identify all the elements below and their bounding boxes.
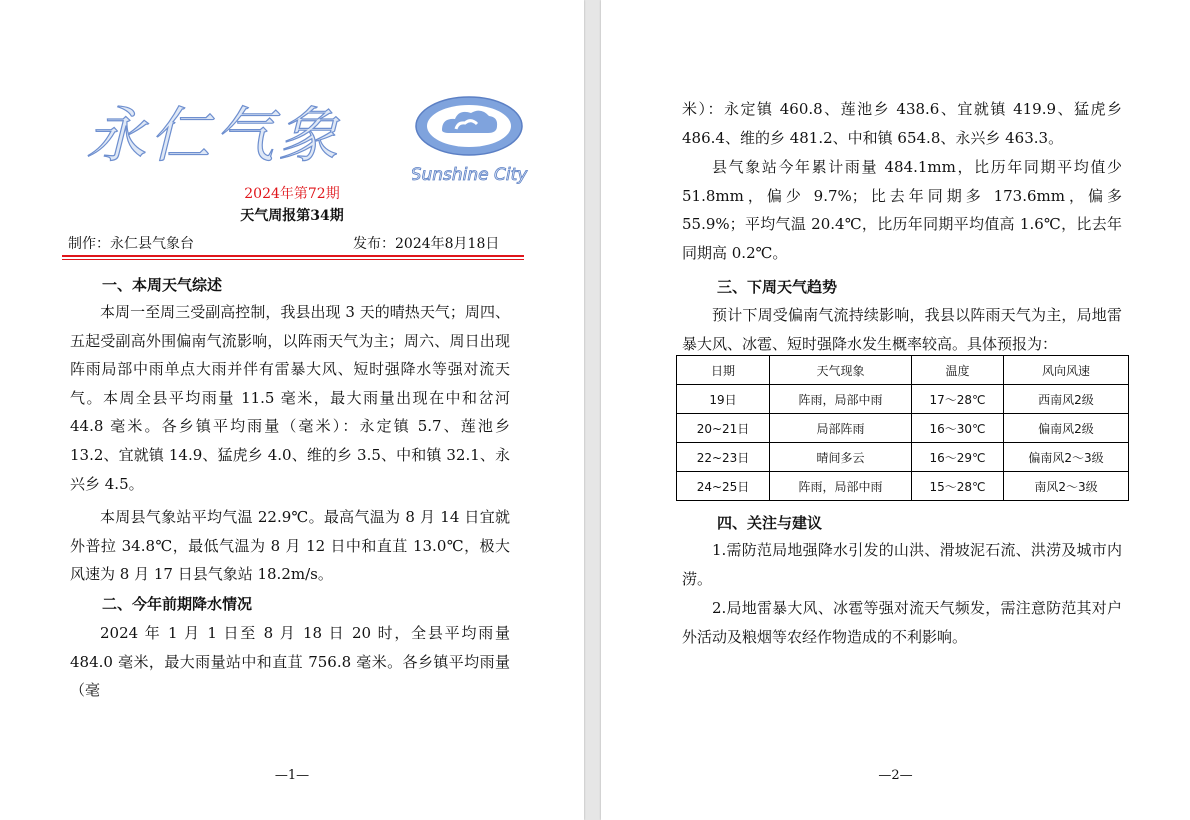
producer-line: 制作：永仁县气象台 (68, 236, 194, 252)
section2-paragraph-1: 2024 年 1 月 1 日至 8 月 18 日 20 时，全县平均雨量 484.0 毫米，最大雨量站中和直苴 756.8 毫米。各乡镇平均雨量（毫 (70, 624, 510, 700)
table-header-row (677, 356, 1129, 385)
table-cell-temperature: 16～29℃ (912, 443, 1004, 472)
section2-heading: 二、今年前期降水情况 (102, 595, 253, 613)
table-cell-wind: 西南风2级 (1004, 385, 1129, 414)
section2-paragraph-2: 县气象站今年累计雨量 484.1mm，比历年同期平均值少 51.8mm，偏少 9.7%；比去年同期多 173.6mm，偏多 55.9%；平均气温 20.4℃，比历年同期平均值高 1.6℃，比去年同期高 0.2℃。 (682, 158, 1122, 262)
table-cell-temperature: 15～28℃ (912, 472, 1004, 501)
table-cell-weather: 阵雨，局部中雨 (770, 472, 912, 501)
advice-item-2: 2.局地雷暴大风、冰雹等强对流天气频发，需注意防范其对户外活动及粮烟等农经作物造成的不利影响。 (682, 599, 1122, 646)
table-cell-wind: 偏南风2～3级 (1004, 443, 1129, 472)
table-cell-temperature: 17～28℃ (912, 385, 1004, 414)
page-number-2: —2— (878, 768, 913, 783)
table-cell-weather: 阵雨，局部中雨 (770, 385, 912, 414)
section4-heading: 四、关注与建议 (717, 514, 823, 532)
table-row (677, 414, 1129, 443)
section3-heading: 三、下周天气趋势 (717, 278, 838, 296)
table-cell-wind: 南风2～3级 (1004, 472, 1129, 501)
table-cell-wind: 偏南风2级 (1004, 414, 1129, 443)
table-row (677, 443, 1129, 472)
logo-text: Sunshine City (412, 165, 528, 185)
table-header-weather: 天气现象 (770, 356, 912, 385)
section3-paragraph-1: 预计下周受偏南气流持续影响，我县以阵雨天气为主，局地雷暴大风、冰雹、短时强降水发生概率较高。具体预报为： (682, 306, 1122, 353)
table-row (677, 472, 1129, 501)
forecast-table (676, 355, 1129, 501)
table-cell-date: 24~25日 (677, 472, 770, 501)
table-header-temperature: 温度 (912, 356, 1004, 385)
table-cell-temperature: 16～30℃ (912, 414, 1004, 443)
table-cell-weather: 局部阵雨 (770, 414, 912, 443)
section2-paragraph-1-continued: 米）：永定镇 460.8、莲池乡 438.6、宜就镇 419.9、猛虎乡 486.4、维的乡 481.2、中和镇 654.8、永兴乡 463.3。 (682, 100, 1122, 147)
page-number-1: —1— (274, 768, 310, 783)
section1-heading: 一、本周天气综述 (102, 276, 223, 294)
section1-paragraph-2: 本周县气象站平均气温 22.9℃。最高气温为 8 月 14 日宜就外普拉 34.8℃，最低气温为 8 月 12 日中和直苴 13.0℃，极大风速为 8 月 17 日县气象站 18.2m/s。 (70, 508, 510, 584)
issue-number: 2024年第72期 (244, 186, 340, 202)
report-subtitle: 天气周报第34期 (240, 208, 344, 224)
table-header-date: 日期 (677, 356, 770, 385)
table-cell-date: 22~23日 (677, 443, 770, 472)
sunshine-city-logo (412, 96, 530, 192)
table-cell-date: 19日 (677, 385, 770, 414)
publish-date: 发布：2024年8月18日 (353, 236, 500, 252)
header-divider-thick (62, 255, 524, 257)
table-cell-date: 20~21日 (677, 414, 770, 443)
table-cell-weather: 晴间多云 (770, 443, 912, 472)
advice-item-1: 1.需防范局地强降水引发的山洪、滑坡泥石流、洪涝及城市内涝。 (682, 541, 1122, 588)
table-header-wind: 风向风速 (1004, 356, 1129, 385)
header-divider-thin (62, 259, 524, 260)
table-row (677, 385, 1129, 414)
masthead-title: 永仁气象 (86, 101, 342, 171)
document-page-1 (0, 0, 584, 820)
section1-paragraph-1: 本周一至周三受副高控制，我县出现 3 天的晴热天气；周四、五起受副高外围偏南气流影响，以阵雨天气为主；周六、周日出现阵雨局部中雨单点大雨并伴有雷暴大风、短时强降水等强对流天气。本周全县平均雨量 11.5 毫米，最大雨量出现在中和岔河 44.8 毫米。各乡镇平均雨量（毫米）：永定镇 5.7、莲池乡 13.2、宜就镇 14.9、猛虎乡 4.0、维的乡 3.5、中和镇 32.1、永兴乡 4.5。 (70, 303, 510, 493)
